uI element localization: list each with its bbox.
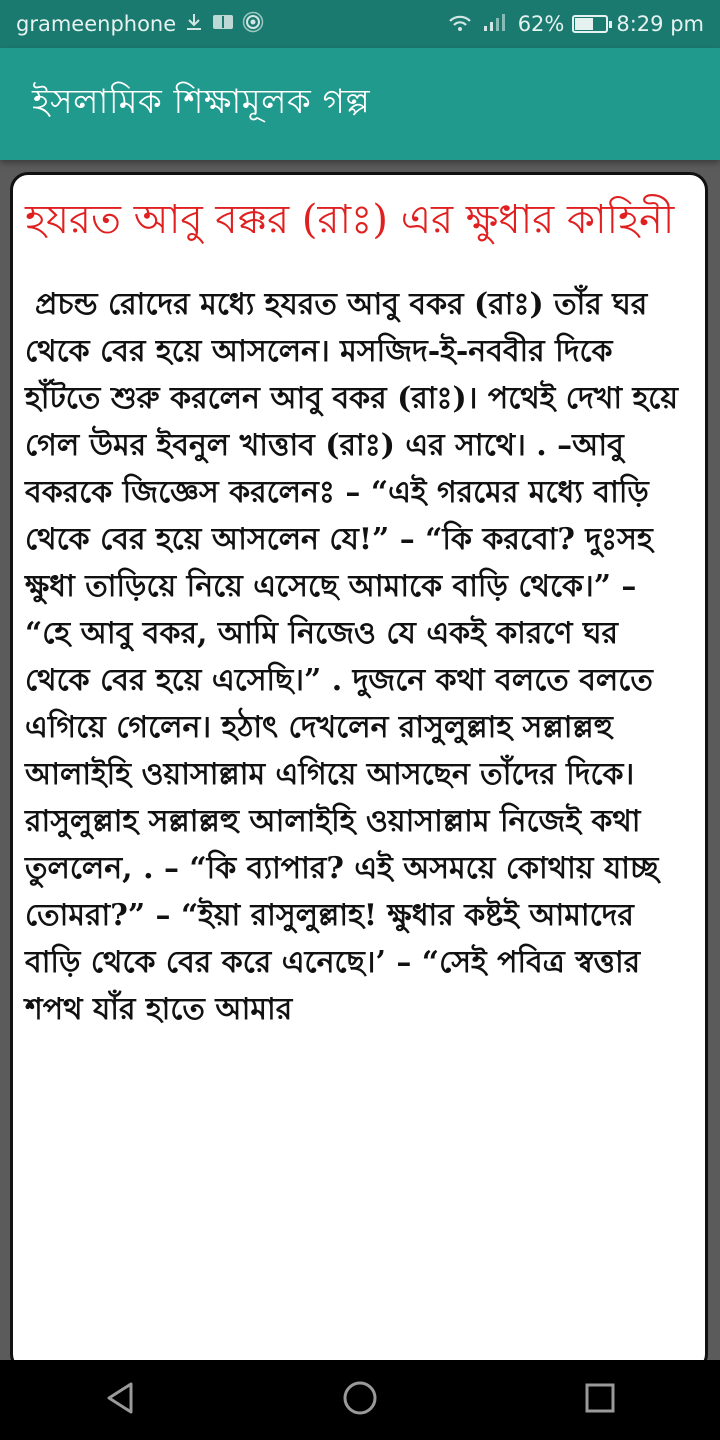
signal-icon: [482, 11, 510, 38]
download-icon: [184, 12, 204, 37]
back-button[interactable]: [75, 1360, 165, 1440]
battery-icon: [572, 15, 608, 33]
home-button[interactable]: [315, 1360, 405, 1440]
status-left: [16, 11, 264, 38]
story-title: হযরত আবু বক্কর (রাঃ) এর ক্ষুধার কাহিনী: [25, 197, 675, 243]
recents-button[interactable]: [555, 1360, 645, 1440]
recents-icon: [584, 1382, 616, 1418]
clock: 8:29 pm: [616, 12, 704, 36]
home-icon: [342, 1380, 378, 1420]
app-title: ইসলামিক শিক্ষামূলক গল্প: [32, 81, 371, 122]
battery-percent: 62%: [517, 12, 565, 36]
app-bar: [0, 48, 720, 160]
back-icon: [103, 1380, 137, 1420]
status-bar: [0, 0, 720, 48]
wifi-icon: [448, 11, 474, 38]
hotspot-icon: [242, 11, 264, 38]
battery-level: [575, 18, 593, 30]
story-body: প্রচন্ড রোদের মধ্যে হযরত আবু বকর (রাঃ) তাঁর ঘর থেকে বের হয়ে আসলেন। মসজিদ-ই-নববীর দিকে হাঁটতে শুরু করলেন আবু বকর (রাঃ)। পথেই দেখা হয়ে গেল উমর ইবনুল খাত্তাব (রাঃ) এর সাথে। . –আবু বকরকে জিজ্ঞেস করলেনঃ – “এই গরমের মধ্যে বাড়ি থেকে বের হয়ে আসলেন যে!” – “কি করবো? দুঃসহ ক্ষুধা তাড়িয়ে নিয়ে এসেছে আমাকে বাড়ি থেকে।” – “হে আবু বকর, আমি নিজেও যে একই কারণে ঘর থেকে বের হয়ে এসেছি।” . দুজনে কথা বলতে বলতে এগিয়ে গেলেন। হঠাৎ দেখলেন রাসুলুল্লাহ সল্লাল্লহু আলাইহি ওয়াসাল্লাম এগিয়ে আসছেন তাঁদের দিকে। রাসুলুল্লাহ সল্লাল্লহু আলাইহি ওয়াসাল্লাম নিজেই কথা তুললেন, . – “কি ব্যাপার? এই অসময়ে কোথায় যাচ্ছ তোমরা?” – “ইয়া রাসুলুল্লাহ! ক্ষুধার কষ্টই আমাদের বাড়ি থেকে বের করে এনেছে।’ – “সেই পবিত্র স্বত্তার শপথ যাঁর হাতে আমার: [25, 287, 679, 1027]
story-card[interactable]: [10, 172, 708, 1372]
book-icon: [212, 13, 234, 36]
carrier-name: grameenphone: [16, 12, 177, 36]
status-right: [448, 11, 704, 38]
navigation-bar: [0, 1360, 720, 1440]
